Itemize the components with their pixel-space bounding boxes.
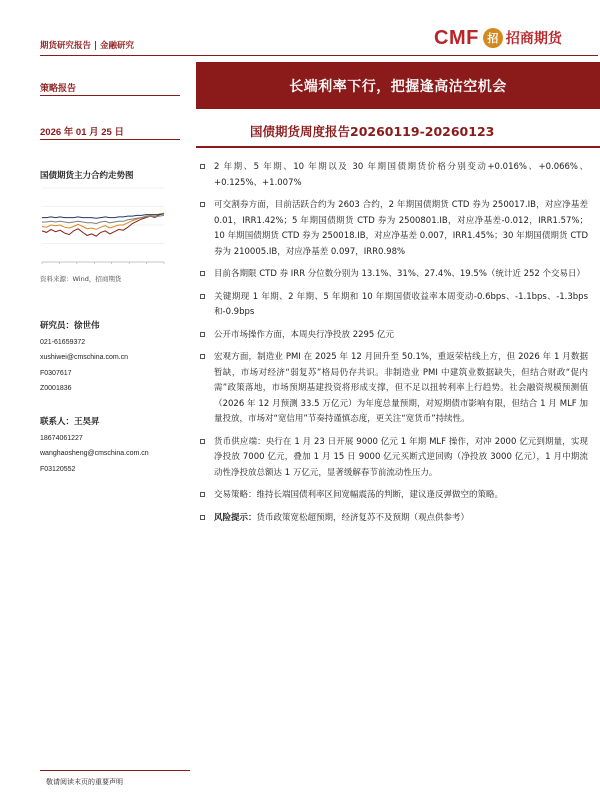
chart-title: 国债期货主力合约走势图 <box>40 171 134 181</box>
bullet-square-icon <box>200 271 205 276</box>
bullet-item <box>200 435 588 482</box>
bullet-square-icon <box>200 202 205 207</box>
bullet-square-icon <box>200 354 205 359</box>
report-subtitle: 国债期货周度报告20260119-20260123 <box>250 124 495 139</box>
bullet-item <box>200 328 588 344</box>
bullet-text: 目前各期限 CTD 券 IRR 分位数分别为 13.1%、31%、27.4%、19.5%（统计近 252 个交易日） <box>214 269 586 279</box>
bullet-text: 可交割券方面，目前活跃合约为 2603 合约，2 年期国债期货 CTD 券为 250017.IB，对应净基差 0.01，IRR1.42%；5 年期国债期货 CTD 券为 2500801.IB，对应净基差-0.012，IRR1.57%；10 年期国债期货 CTD 券为 250018.IB，对应净基差 0.007，IRR1.45%；30 年期国债期货 CTD 券为 210005.IB，对应净基差 0.097，IRR0.98% <box>214 200 588 257</box>
bullet-item <box>200 488 588 504</box>
report-category: 期货研究报告 | 金融研究 <box>40 41 135 51</box>
title-banner <box>196 62 600 109</box>
bullet-square-icon <box>200 439 205 444</box>
bullet-prefix: 风险提示： <box>214 512 257 523</box>
bullet-square-icon <box>200 332 205 337</box>
bullet-text: 宏观方面，制造业 PMI 在 2025 年 12 月回升至 50.1%，重返荣枯线上方，但 2026 年 1 月数据暂缺，市场对经济“弱复苏”格局仍存共识。非制造业 PMI 中建筑业数据缺失，但结合财政“促内需”政策落地，市场预期基建投资将形成支撑，但不足以扭转利率上行趋势。社会融资规模预测值（2026 年 12 月预测 33.5 万亿元）为年度总量预期，对短期债市影响有限，但结合 1 月 MLF 加量投放，市场对“宽信用”节奏持谨慎态度，更关注“宽货币”持续性。 <box>214 352 588 424</box>
analyst-email[interactable]: xushiwei@cmschina.com.cn <box>40 354 129 361</box>
analyst-license-2: Z0001836 <box>40 385 72 392</box>
analyst-phone: 021-61659372 <box>40 338 86 346</box>
report-date: 2026 年 01 月 25 日 <box>40 127 124 138</box>
bullet-square-icon <box>200 294 205 299</box>
contact-phone: 18674061227 <box>40 434 83 442</box>
report-title: 长端利率下行，把握逢高沽空机会 <box>289 79 507 95</box>
report-type-divider <box>40 95 180 96</box>
report-type: 策略报告 <box>40 84 77 94</box>
contact-block <box>40 415 149 477</box>
company-logo <box>434 26 562 50</box>
contact-name: 联系人：王昊昇 <box>40 417 100 427</box>
logo-mark-icon: 招 <box>483 28 503 48</box>
bullet-text: 关键期现 1 年期、2 年期、5 年期和 10 年期国债收益率本周变动-0.6bps、-1.1bps、-1.3bps 和-0.9bps <box>214 291 588 317</box>
subtitle-divider <box>196 146 600 148</box>
bullet-item <box>200 198 588 260</box>
bullet-item <box>200 511 588 527</box>
bullet-text: 货币供应端：央行在 1 月 23 日开展 9000 亿元 1 年期 MLF 操作，对冲 2000 亿元到期量，实现净投放 7000 亿元，叠加 1 月 15 日 9000 亿元买断式逆回购（净投放 3000 亿元），1 月中期流动性净投放总额达 1 万亿元，显著缓解春节前流动性压力。 <box>214 436 588 478</box>
bullet-item <box>200 290 588 321</box>
bullet-square-icon <box>200 515 205 520</box>
bullet-text: 交易策略：维持长端国债利率区间宽幅震荡的判断，建议逢反弹做空的策略。 <box>214 490 504 500</box>
bullet-square-icon <box>200 164 205 169</box>
bullet-text: 2 年期、5 年期、10 年期以及 30 年期国债期货价格分别变动+0.016%、+0.066%、+0.125%、+1.007% <box>214 162 588 188</box>
header-divider <box>40 55 598 56</box>
bullet-text: 货币政策宽松超预期，经济复苏不及预期（观点供参考） <box>256 512 470 523</box>
footer-divider <box>40 770 190 771</box>
logo-company-name: 招商期货 <box>505 31 562 47</box>
chart-source: 资料来源：Wind，招商期货 <box>40 275 122 283</box>
analyst-name: 研究员：徐世伟 <box>40 321 100 331</box>
disclaimer-note: 敬请阅读末页的重要声明 <box>46 778 123 786</box>
contact-license-1: F03120552 <box>40 465 76 473</box>
contact-email[interactable]: wanghaosheng@cmschina.com.cn <box>40 450 149 457</box>
analyst-license-1: F0307617 <box>40 369 72 377</box>
date-divider <box>40 139 180 140</box>
bullet-item <box>200 160 588 191</box>
bullet-square-icon <box>200 492 205 497</box>
bullet-item <box>200 267 588 283</box>
report-body <box>200 160 588 533</box>
bullet-text: 公开市场操作方面，本周央行净投放 2295 亿元 <box>214 329 395 340</box>
analyst-block <box>40 319 128 397</box>
logo-brand: CMF <box>434 26 479 49</box>
bullet-item <box>200 350 588 428</box>
futures-trend-chart <box>38 184 168 270</box>
